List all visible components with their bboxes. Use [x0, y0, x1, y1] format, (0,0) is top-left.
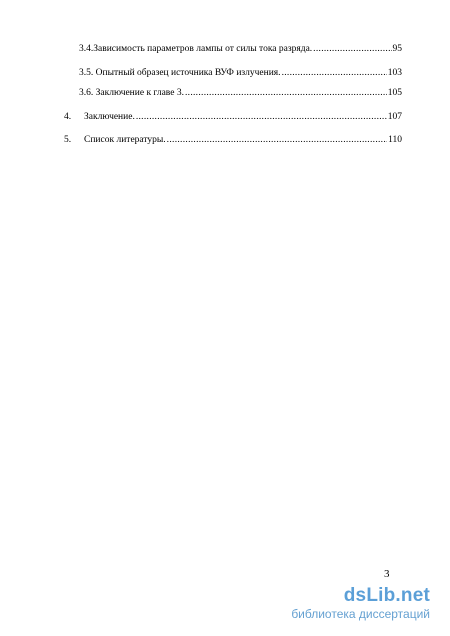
toc-entry-page: 105 — [387, 88, 402, 98]
toc-entry-number: 4. — [64, 112, 72, 122]
watermark-logo: dsLib.net — [343, 585, 430, 606]
watermark — [291, 586, 430, 621]
toc-leader-dots — [282, 67, 387, 79]
toc-entry-title: 3.4.Зависимость параметров лампы от силы тока разряда. — [79, 44, 313, 54]
toc-entry-page: 107 — [387, 112, 402, 122]
toc-entry-3-6[interactable] — [79, 87, 402, 99]
toc-leader-dots — [167, 134, 387, 146]
toc-entry-text: Список литературы. — [84, 135, 166, 145]
toc-entry-page: 110 — [388, 135, 402, 145]
toc-entry-title — [64, 134, 166, 146]
toc-leader-dots — [136, 111, 387, 123]
toc-entry-title: 3.5. Опытный образец источника ВУФ излучения. — [79, 68, 281, 78]
toc-entry-text: Заключение. — [84, 112, 135, 122]
toc-entry-number: 5. — [64, 135, 72, 145]
toc-entry-page: 103 — [387, 68, 402, 78]
toc-leader-dots — [185, 87, 387, 99]
toc-leader-dots — [313, 43, 391, 55]
toc-entry-4[interactable] — [64, 111, 402, 123]
toc-entry-3-4[interactable] — [79, 43, 402, 55]
toc-entry-3-5[interactable] — [79, 67, 402, 79]
toc-entry-title — [64, 111, 135, 123]
page-number: 3 — [384, 568, 390, 580]
toc-entry-title: 3.6. Заключение к главе 3. — [79, 88, 184, 98]
toc-entry-5[interactable] — [64, 134, 402, 146]
watermark-subtitle: библиотека диссертаций — [291, 607, 430, 621]
toc-entry-page: 95 — [392, 44, 402, 54]
